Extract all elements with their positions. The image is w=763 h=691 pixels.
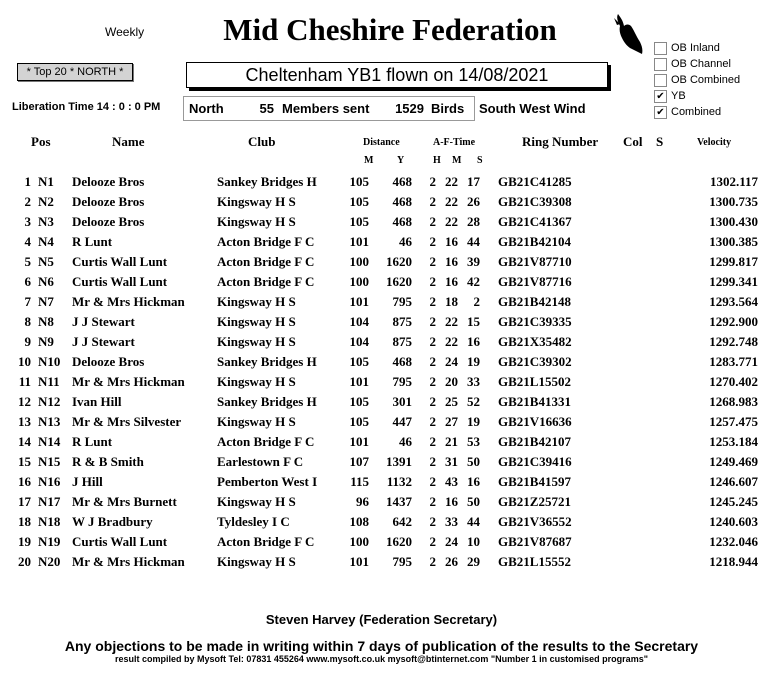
checkbox[interactable] [654, 58, 667, 71]
cell-y: 468 [392, 214, 412, 229]
cell-y: 1437 [386, 494, 412, 509]
cell-min: 22 [445, 214, 458, 229]
table-row [10, 192, 758, 212]
cell-name: Delooze Bros [72, 214, 145, 229]
cell-y: 795 [392, 374, 412, 389]
cell-pos: 8 [24, 314, 31, 329]
cell-h: 2 [429, 234, 436, 249]
cell-y: 301 [392, 394, 412, 409]
pigeon-logo-icon [612, 12, 644, 56]
cell-pos: 20 [18, 554, 31, 569]
table-row [10, 372, 758, 392]
table-row [10, 172, 758, 192]
cell-m: 100 [349, 274, 369, 289]
cell-s: 19 [467, 414, 480, 429]
cell-sec: N14 [38, 434, 61, 449]
col-ring: Ring Number [522, 134, 599, 149]
cell-vel: 1292.748 [709, 334, 758, 349]
cell-min: 20 [445, 374, 458, 389]
cell-y: 468 [392, 174, 412, 189]
wind-direction: South West Wind [479, 101, 586, 116]
cell-m: 100 [349, 254, 369, 269]
cell-pos: 11 [18, 374, 31, 389]
cell-min: 22 [445, 194, 458, 209]
cell-h: 2 [429, 254, 436, 269]
cell-name: Delooze Bros [72, 174, 145, 189]
cell-vel: 1300.385 [709, 234, 758, 249]
table-row [10, 532, 758, 552]
cell-pos: 12 [18, 394, 31, 409]
cell-club: Kingsway H S [217, 414, 296, 429]
checkbox-checked[interactable]: ✔ [654, 106, 667, 119]
cell-club: Tyldesley I C [217, 514, 290, 529]
cell-min: 18 [445, 294, 458, 309]
cell-name: W J Bradbury [72, 514, 153, 529]
cell-h: 2 [429, 294, 436, 309]
table-row [10, 512, 758, 532]
cell-vel: 1292.900 [709, 314, 758, 329]
cell-y: 468 [392, 194, 412, 209]
cell-club: Kingsway H S [217, 334, 296, 349]
cell-ring: GB21B42148 [498, 294, 571, 309]
cell-s: 42 [467, 274, 480, 289]
cell-ring: GB21V16636 [498, 414, 572, 429]
cell-h: 2 [429, 374, 436, 389]
liberation-time: Liberation Time 14 : 0 : 0 PM [12, 101, 161, 113]
cell-sec: N2 [38, 194, 54, 209]
filter-ob-inland[interactable]: OB Inland [654, 40, 740, 56]
cell-h: 2 [429, 174, 436, 189]
cell-vel: 1300.735 [709, 194, 758, 209]
cell-h: 2 [429, 394, 436, 409]
cell-ring: GB21V87716 [498, 274, 572, 289]
cell-h: 2 [429, 314, 436, 329]
cell-name: Ivan Hill [72, 394, 122, 409]
cell-y: 875 [392, 314, 412, 329]
cell-h: 2 [429, 534, 436, 549]
cell-sec: N18 [38, 514, 61, 529]
cell-pos: 16 [18, 474, 31, 489]
cell-sec: N10 [38, 354, 61, 369]
cell-m: 101 [349, 374, 369, 389]
birds-count: 1529 [395, 101, 424, 116]
col-sex: S [656, 134, 664, 149]
cell-name: J Hill [72, 474, 103, 489]
table-row [10, 472, 758, 492]
top20-north-button[interactable]: * Top 20 * NORTH * [17, 63, 133, 81]
cell-min: 22 [445, 174, 458, 189]
cell-s: 44 [467, 514, 480, 529]
cell-h: 2 [429, 414, 436, 429]
cell-club: Pemberton West I [217, 474, 318, 489]
cell-name: Mr & Mrs Silvester [72, 414, 182, 429]
cell-vel: 1300.430 [709, 214, 758, 229]
cell-s: 16 [467, 474, 480, 489]
col-pos: Pos [31, 134, 51, 149]
table-row [10, 552, 758, 572]
cell-name: J J Stewart [72, 314, 135, 329]
cell-club: Acton Bridge F C [217, 274, 315, 289]
cell-y: 1620 [386, 274, 412, 289]
table-row [10, 252, 758, 272]
cell-vel: 1249.469 [709, 454, 758, 469]
cell-m: 105 [349, 414, 369, 429]
table-row [10, 312, 758, 332]
checkbox-checked[interactable]: ✔ [654, 90, 667, 103]
filter-yb[interactable]: ✔ YB [654, 88, 740, 104]
members-sent-label: Members sent [282, 101, 370, 116]
cell-sec: N5 [38, 254, 54, 269]
cell-y: 1620 [386, 254, 412, 269]
cell-name: Mr & Mrs Burnett [72, 494, 177, 509]
cell-min: 16 [445, 254, 458, 269]
cell-pos: 6 [24, 274, 31, 289]
cell-s: 44 [467, 234, 480, 249]
col-minutes: M [452, 155, 462, 166]
cell-s: 15 [467, 314, 480, 329]
cell-name: Curtis Wall Lunt [72, 274, 168, 289]
cell-s: 52 [467, 394, 480, 409]
cell-y: 468 [392, 354, 412, 369]
cell-name: R Lunt [72, 434, 113, 449]
cell-vel: 1232.046 [709, 534, 758, 549]
cell-ring: GB21C41367 [498, 214, 572, 229]
cell-vel: 1283.771 [709, 354, 758, 369]
cell-ring: GB21V87687 [498, 534, 572, 549]
cell-h: 2 [429, 434, 436, 449]
cell-name: Delooze Bros [72, 194, 145, 209]
cell-vel: 1218.944 [709, 554, 758, 569]
cell-sec: N6 [38, 274, 54, 289]
cell-s: 16 [467, 334, 480, 349]
cell-ring: GB21C39308 [498, 194, 572, 209]
cell-s: 53 [467, 434, 480, 449]
cell-ring: GB21V87710 [498, 254, 572, 269]
cell-vel: 1253.184 [709, 434, 758, 449]
cell-vel: 1299.817 [709, 254, 758, 269]
cell-club: Earlestown F C [217, 454, 304, 469]
col-miles: M [364, 155, 374, 166]
cell-s: 26 [467, 194, 480, 209]
cell-club: Acton Bridge F C [217, 254, 315, 269]
cell-y: 447 [392, 414, 412, 429]
cell-y: 46 [399, 434, 412, 449]
cell-sec: N3 [38, 214, 54, 229]
cell-pos: 15 [18, 454, 31, 469]
cell-h: 2 [429, 274, 436, 289]
objections-notice: Any objections to be made in writing within 7 days of publication of the results to the Secretary [64, 638, 699, 654]
cell-ring: GB21L15552 [498, 554, 571, 569]
cell-club: Kingsway H S [217, 214, 296, 229]
cell-sec: N13 [38, 414, 61, 429]
cell-name: R Lunt [72, 234, 113, 249]
cell-m: 107 [349, 454, 369, 469]
cell-pos: 2 [24, 194, 31, 209]
cell-min: 16 [445, 494, 458, 509]
race-type-filters [654, 40, 740, 120]
cell-vel: 1268.983 [709, 394, 758, 409]
secretary-signature: Steven Harvey (Federation Secretary) [265, 612, 498, 627]
cell-s: 50 [467, 494, 480, 509]
cell-min: 24 [445, 354, 458, 369]
cell-sec: N7 [38, 294, 54, 309]
cell-y: 1620 [386, 534, 412, 549]
cell-pos: 18 [18, 514, 31, 529]
cell-s: 33 [467, 374, 480, 389]
birds-sent-summary [183, 96, 475, 121]
cell-min: 26 [445, 554, 458, 569]
birds-label: Birds [431, 101, 465, 116]
cell-s: 39 [467, 254, 480, 269]
race-title-box: Cheltenham YB1 flown on 14/08/2021 [186, 62, 608, 88]
cell-ring: GB21B41597 [498, 474, 571, 489]
cell-sec: N4 [38, 234, 54, 249]
cell-ring: GB21L15502 [498, 374, 571, 389]
weekly-label: Weekly [105, 25, 145, 39]
cell-pos: 9 [24, 334, 31, 349]
cell-sec: N8 [38, 314, 54, 329]
filter-ob-combined[interactable]: OB Combined [654, 72, 740, 88]
cell-m: 105 [349, 174, 369, 189]
cell-club: Sankey Bridges H [217, 394, 317, 409]
results-body [10, 172, 758, 572]
table-row [10, 292, 758, 312]
cell-s: 19 [467, 354, 480, 369]
cell-m: 96 [356, 494, 369, 509]
cell-club: Kingsway H S [217, 494, 296, 509]
checkbox[interactable] [654, 74, 667, 87]
cell-ring: GB21V36552 [498, 514, 572, 529]
cell-y: 46 [399, 234, 412, 249]
cell-s: 2 [473, 294, 480, 309]
table-row [10, 352, 758, 372]
cell-m: 105 [349, 354, 369, 369]
col-yards: Y [397, 155, 405, 166]
cell-name: Delooze Bros [72, 354, 145, 369]
cell-y: 795 [392, 554, 412, 569]
cell-name: Mr & Mrs Hickman [72, 294, 185, 309]
cell-ring: GB21C39416 [498, 454, 572, 469]
cell-name: R & B Smith [72, 454, 144, 469]
cell-m: 105 [349, 214, 369, 229]
cell-h: 2 [429, 194, 436, 209]
cell-min: 22 [445, 334, 458, 349]
cell-vel: 1293.564 [709, 294, 758, 309]
cell-m: 105 [349, 194, 369, 209]
cell-ring: GB21C39335 [498, 314, 572, 329]
cell-sec: N15 [38, 454, 61, 469]
table-row [10, 232, 758, 252]
cell-pos: 14 [18, 434, 31, 449]
col-distance: Distance [363, 137, 400, 148]
cell-club: Kingsway H S [217, 314, 296, 329]
cell-name: Curtis Wall Lunt [72, 254, 168, 269]
cell-ring: GB21B42107 [498, 434, 571, 449]
compiled-by: result compiled by Mysoft Tel: 07831 455264 www.mysoft.co.uk mysoft@btinternet.com "Number 1 in customised programs" [115, 654, 648, 664]
cell-h: 2 [429, 214, 436, 229]
cell-club: Acton Bridge F C [217, 534, 315, 549]
cell-name: Mr & Mrs Hickman [72, 554, 185, 569]
cell-min: 24 [445, 534, 458, 549]
cell-m: 101 [349, 234, 369, 249]
cell-h: 2 [429, 354, 436, 369]
cell-ring: GB21Z25721 [498, 494, 571, 509]
cell-sec: N12 [38, 394, 61, 409]
cell-h: 2 [429, 454, 436, 469]
table-row [10, 492, 758, 512]
cell-sec: N17 [38, 494, 61, 509]
cell-y: 1391 [386, 454, 412, 469]
cell-vel: 1302.117 [709, 174, 758, 189]
cell-min: 33 [445, 514, 458, 529]
cell-ring: GB21C41285 [498, 174, 572, 189]
cell-min: 21 [445, 434, 458, 449]
cell-h: 2 [429, 554, 436, 569]
cell-m: 104 [349, 314, 369, 329]
col-aftime: A-F-Time [433, 137, 476, 148]
cell-sec: N19 [38, 534, 61, 549]
cell-vel: 1240.603 [709, 514, 758, 529]
cell-pos: 10 [18, 354, 31, 369]
cell-vel: 1299.341 [709, 274, 758, 289]
table-row [10, 452, 758, 472]
cell-ring: GB21B42104 [498, 234, 571, 249]
cell-min: 31 [445, 454, 458, 469]
col-hours: H [433, 155, 441, 166]
cell-ring: GB21C39302 [498, 354, 572, 369]
col-name: Name [112, 134, 145, 149]
cell-name: Curtis Wall Lunt [72, 534, 168, 549]
cell-club: Sankey Bridges H [217, 174, 317, 189]
table-row [10, 272, 758, 292]
cell-club: Kingsway H S [217, 554, 296, 569]
results-table [10, 172, 758, 572]
cell-ring: GB21X35482 [498, 334, 572, 349]
col-colour: Col [623, 134, 643, 149]
cell-sec: N20 [38, 554, 61, 569]
cell-vel: 1246.607 [709, 474, 758, 489]
table-row [10, 332, 758, 352]
cell-ring: GB21B41331 [498, 394, 571, 409]
cell-sec: N1 [38, 174, 54, 189]
section-name: North [189, 101, 224, 116]
cell-min: 25 [445, 394, 458, 409]
filter-combined[interactable]: ✔ Combined [654, 104, 740, 120]
cell-m: 115 [350, 474, 369, 489]
cell-m: 101 [349, 294, 369, 309]
col-club: Club [248, 134, 276, 149]
cell-name: Mr & Mrs Hickman [72, 374, 185, 389]
page-title: Mid Cheshire Federation [223, 12, 557, 47]
cell-min: 16 [445, 274, 458, 289]
cell-name: J J Stewart [72, 334, 135, 349]
table-row [10, 432, 758, 452]
cell-pos: 17 [18, 494, 31, 509]
cell-min: 43 [445, 474, 458, 489]
cell-club: Acton Bridge F C [217, 434, 315, 449]
cell-min: 27 [445, 414, 458, 429]
cell-pos: 4 [24, 234, 31, 249]
cell-club: Kingsway H S [217, 294, 296, 309]
members-count: 55 [259, 101, 274, 116]
col-seconds: S [477, 155, 483, 166]
cell-s: 50 [467, 454, 480, 469]
cell-pos: 3 [24, 214, 31, 229]
cell-s: 10 [467, 534, 480, 549]
cell-vel: 1270.402 [709, 374, 758, 389]
cell-m: 108 [349, 514, 369, 529]
cell-sec: N9 [38, 334, 54, 349]
cell-club: Sankey Bridges H [217, 354, 317, 369]
cell-club: Kingsway H S [217, 194, 296, 209]
cell-s: 17 [467, 174, 480, 189]
cell-m: 105 [349, 394, 369, 409]
cell-y: 795 [392, 294, 412, 309]
cell-h: 2 [429, 494, 436, 509]
cell-club: Acton Bridge F C [217, 234, 315, 249]
cell-pos: 1 [24, 174, 31, 189]
cell-sec: N16 [38, 474, 61, 489]
cell-min: 22 [445, 314, 458, 329]
table-row [10, 212, 758, 232]
cell-sec: N11 [38, 374, 60, 389]
cell-m: 101 [349, 434, 369, 449]
cell-pos: 7 [24, 294, 31, 309]
cell-y: 642 [392, 514, 412, 529]
cell-club: Kingsway H S [217, 374, 296, 389]
cell-pos: 19 [18, 534, 31, 549]
cell-s: 28 [467, 214, 480, 229]
cell-m: 104 [349, 334, 369, 349]
filter-ob-channel[interactable]: OB Channel [654, 56, 740, 72]
cell-pos: 13 [18, 414, 31, 429]
cell-s: 29 [467, 554, 480, 569]
table-row [10, 392, 758, 412]
col-velocity: Velocity [697, 137, 732, 148]
cell-vel: 1245.245 [709, 494, 758, 509]
cell-y: 875 [392, 334, 412, 349]
cell-vel: 1257.475 [709, 414, 758, 429]
cell-h: 2 [429, 514, 436, 529]
cell-m: 101 [349, 554, 369, 569]
cell-m: 100 [349, 534, 369, 549]
cell-min: 16 [445, 234, 458, 249]
cell-h: 2 [429, 474, 436, 489]
cell-y: 1132 [386, 474, 412, 489]
table-row [10, 412, 758, 432]
cell-pos: 5 [24, 254, 31, 269]
checkbox[interactable] [654, 42, 667, 55]
cell-h: 2 [429, 334, 436, 349]
